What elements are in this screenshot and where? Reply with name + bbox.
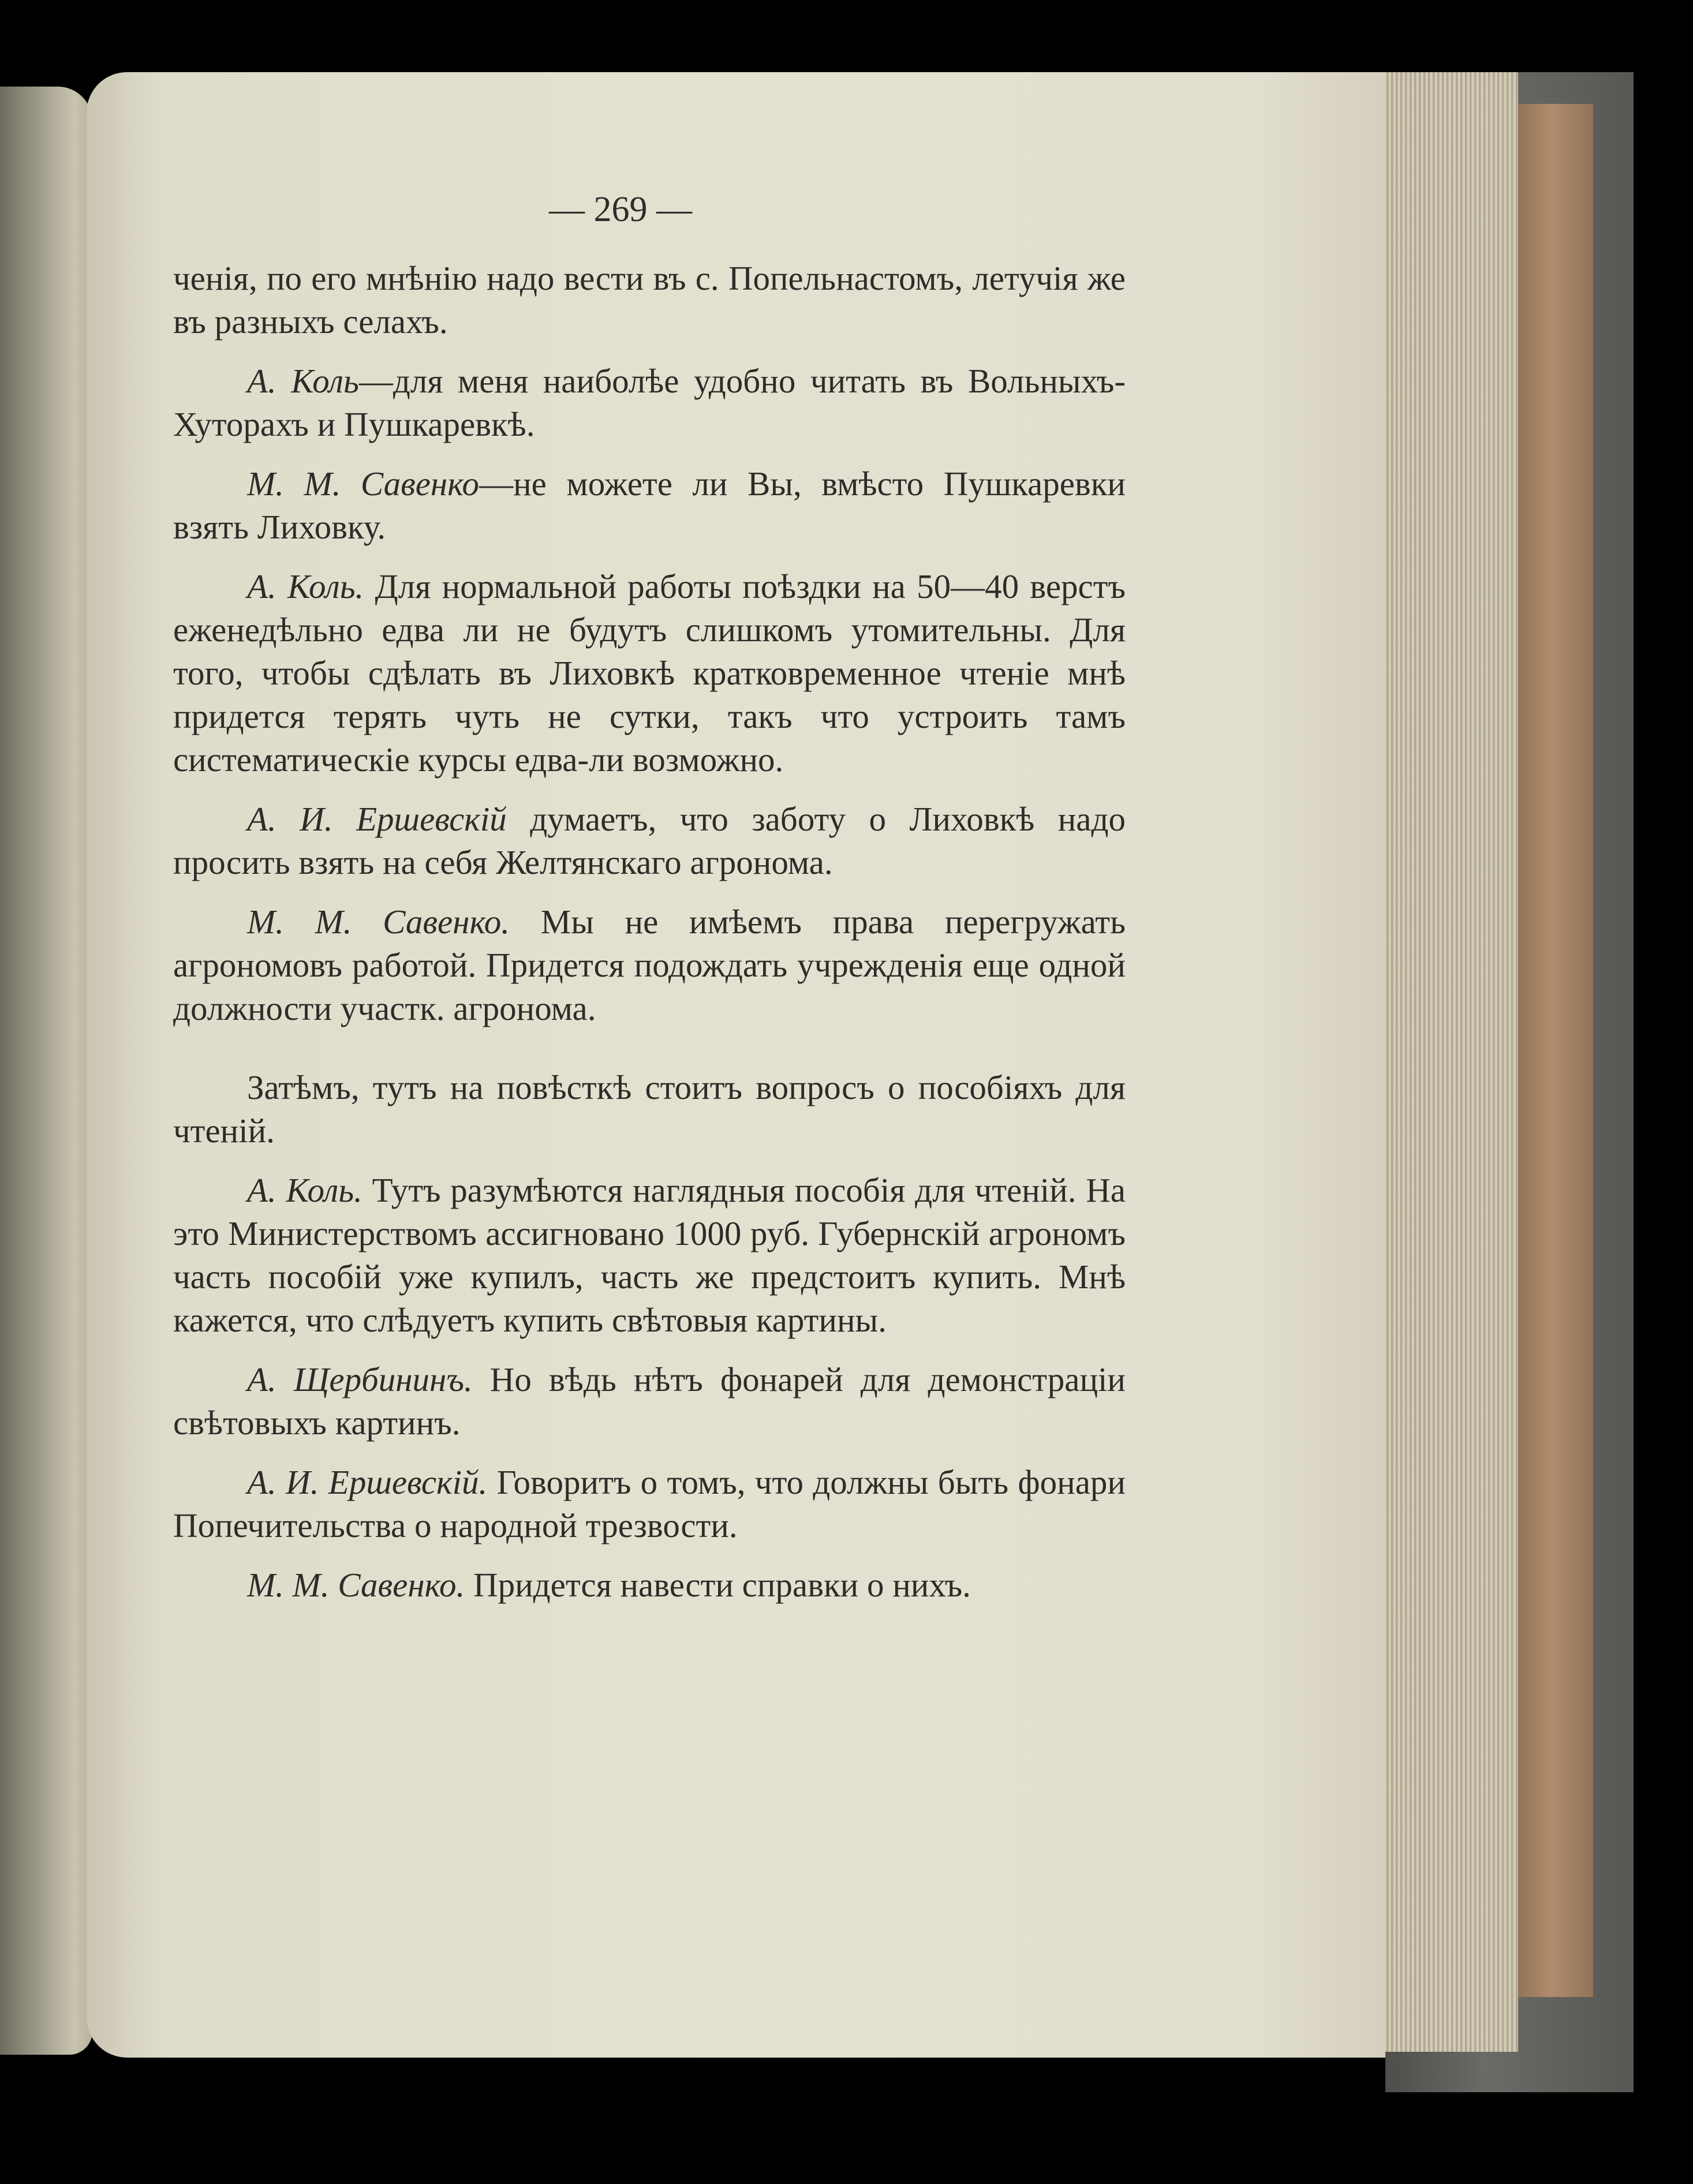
speaker-name: М. М. Савенко. — [247, 903, 510, 941]
speaker-name: А. Коль. — [247, 1171, 362, 1209]
book-page — [87, 72, 1385, 2058]
speaker-name: А. Щербининъ. — [247, 1360, 473, 1398]
paragraph — [173, 462, 1126, 549]
paragraph-text: Затѣмъ, тутъ на повѣсткѣ стоитъ вопросъ о пособіяхъ для чтеній. — [173, 1068, 1126, 1150]
paragraph — [173, 1564, 1126, 1607]
paragraph-text: Говоритъ о томъ, что должны быть фонари Попечительства о народной трезвости. — [173, 1463, 1126, 1544]
speaker-name: А. Коль — [247, 362, 359, 400]
speaker-name: А. Коль. — [247, 567, 364, 605]
page-number: — 269 — — [549, 190, 692, 229]
speaker-name: М. М. Савенко — [247, 465, 480, 503]
left-page-edge — [0, 87, 92, 2055]
paragraph-text: ченія, по его мнѣнію надо вести въ с. Попельнастомъ, летучія же въ разныхъ селахъ. — [173, 259, 1126, 341]
paragraph — [173, 1169, 1126, 1342]
paragraph-text: Мы не имѣемъ права перегружать агрономовъ работой. Придется подождать учрежденія еще одной должности участк. агронома. — [173, 903, 1126, 1027]
paragraph — [173, 565, 1126, 781]
paragraph-text: Но вѣдь нѣтъ фонарей для демонстраціи свѣтовыхъ картинъ. — [173, 1360, 1126, 1442]
cover-board-edge — [1509, 104, 1593, 1997]
paragraph — [173, 1358, 1126, 1445]
page-text — [173, 257, 1126, 1623]
paragraph — [173, 360, 1126, 446]
paragraph — [173, 257, 1126, 343]
paragraph-text: —не можете ли Вы, вмѣсто Пушкаревки взять Лиховку. — [173, 465, 1126, 546]
paragraph — [173, 900, 1126, 1030]
paragraph — [173, 798, 1126, 884]
paragraph-text: —для меня наиболѣе удобно читать въ Вольныхъ-Хуторахъ и Пушкаревкѣ. — [173, 362, 1126, 443]
speaker-name: М. М. Савенко. — [247, 1566, 465, 1604]
paragraph-text: Для нормальной работы поѣздки на 50—40 верстъ еженедѣльно едва ли не будутъ слишкомъ утомительны. Для того, чтобы сдѣлать въ Лиховкѣ кратковременное чтеніе мнѣ придется терять чуть не сутки, такъ что устроить тамъ систематическіе курсы едва-ли возможно. — [173, 567, 1126, 779]
speaker-name: А. И. Ершевскій — [247, 800, 507, 838]
paragraph-text: думаетъ, что заботу о Лиховкѣ надо просить взять на себя Желтянскаго агронома. — [173, 800, 1126, 881]
speaker-name: А. И. Ершевскій. — [247, 1463, 488, 1501]
paragraph — [173, 1066, 1126, 1153]
page-block-edge — [1380, 72, 1518, 2052]
paragraph-text: Тутъ разумѣются наглядныя пособія для чтеній. На это Министерствомъ ассигновано 1000 руб. Губернскій агрономъ часть пособій уже купилъ, часть же предстоитъ купить. Мнѣ кажется, что слѣдуетъ купить свѣтовыя картины. — [173, 1171, 1126, 1339]
paragraph — [173, 1461, 1126, 1547]
paragraph-text: Придется навести справки о нихъ. — [465, 1566, 971, 1604]
